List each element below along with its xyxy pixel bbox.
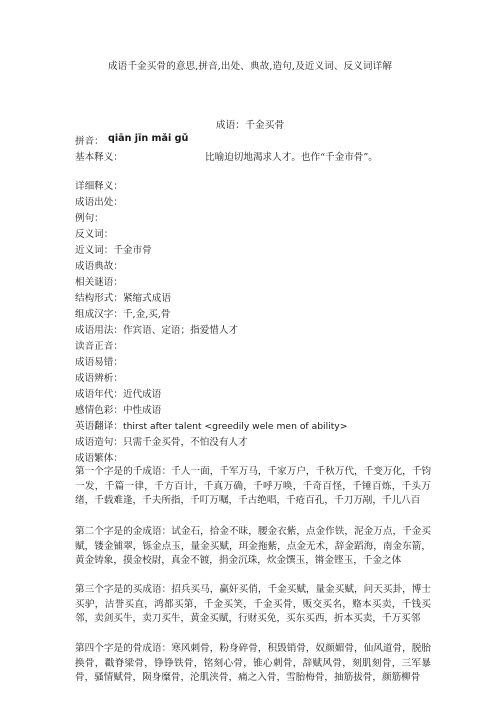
field-characters: 组成汉字：千,金,买,骨 (75, 309, 171, 320)
field-synonym: 近义词：千金市骨 (75, 245, 152, 256)
field-sentence: 成语造句：只需千金买骨，不怕没有人才 (75, 437, 248, 448)
field-example: 例句： (75, 213, 104, 224)
paragraph-fourth-char: 第四个字是的骨成语：寒风刺骨，粉身碎骨，积毁销骨，奴颜媚骨，仙风道骨，脱胎换骨，戳脊梁骨，铮铮铁骨，铭刻心骨，锥心刺骨，辞赋风骨，刻肌刻骨，三军暴骨，骚情赋骨，陨身糜骨，沦肌浃骨，痛之入骨，雪胎梅骨，抽筋拔骨，颜筋柳骨 (75, 643, 431, 684)
field-antonym: 反义词： (75, 229, 114, 240)
document-title: 成语千金买骨的意思,拼音,出处、典故,造句,及近义词、反义词详解 (107, 61, 393, 72)
basic-meaning-value: 比喻迫切地渴求人才。也作“千金市骨”。 (205, 152, 378, 163)
paragraph-third-char: 第三个字是的买成语：招兵买马，赢奸买俏，千金买赋，量金买赋，问天买卦，博士买驴，沽誉买直，鸿都买第，千金买笑，千金买骨，贩交买名，赂本买卖，千钱买邻，卖剑买牛，卖刀买牛，黄金买赋，行财买免，买东买西，折本买卖，千万买邻 (75, 584, 431, 625)
field-common-errors: 成语易错： (75, 357, 123, 368)
basic-meaning-label: 基本释义： (75, 152, 123, 163)
field-structure: 结构形式：紧缩式成语 (75, 293, 171, 304)
field-traditional: 成语繁体： (75, 453, 123, 464)
paragraph-second-char: 第二个字是的金成语：试金石，拾金不昧，腰金衣紫，点金作铁，泥金万点，千金买赋，镂金铺翠，铄金点玉，量金买赋，珥金拖紫，点金无术，辞金蹈海，南金东箭，黄金铸象，摸金校尉，真金不镀，捐金沉珠，炊金馔玉，锵金铿玉，千金之体 (75, 526, 431, 567)
field-source: 成语出处： (75, 197, 123, 208)
field-pronunciation: 读音正音： (75, 341, 123, 352)
field-analysis: 成语辨析： (75, 373, 123, 384)
field-era: 成语年代：近代成语 (75, 389, 162, 400)
pinyin-label: 拼音： (75, 136, 104, 147)
paragraph-first-char: 第一个字是的千成语：千人一面，千军万马，千家万户，千秋万代，千变万化，千钧一发，千篇一律，千方百计，千真万确，千呼万唤，千奇百怪，千锤百炼，千头万绪，千载难逢，千夫所指，千叮万嘱，千古绝唱，千疮百孔，千刀万剐，千儿八百 (75, 466, 431, 507)
field-riddle: 相关谜语： (75, 277, 123, 288)
field-allusion: 成语典故： (75, 261, 123, 272)
pinyin-value: qiān jīn mǎi gǔ (108, 133, 189, 144)
field-usage: 成语用法：作宾语、定语；指爱惜人才 (75, 325, 239, 336)
idiom-heading: 成语：千金买骨 (215, 120, 285, 131)
field-sentiment: 感情色彩：中性成语 (75, 405, 162, 416)
field-english: 英语翻译：thirst after talent <greedily wele men of ability> (75, 421, 348, 432)
field-detailed-meaning: 详细释义： (75, 181, 123, 192)
